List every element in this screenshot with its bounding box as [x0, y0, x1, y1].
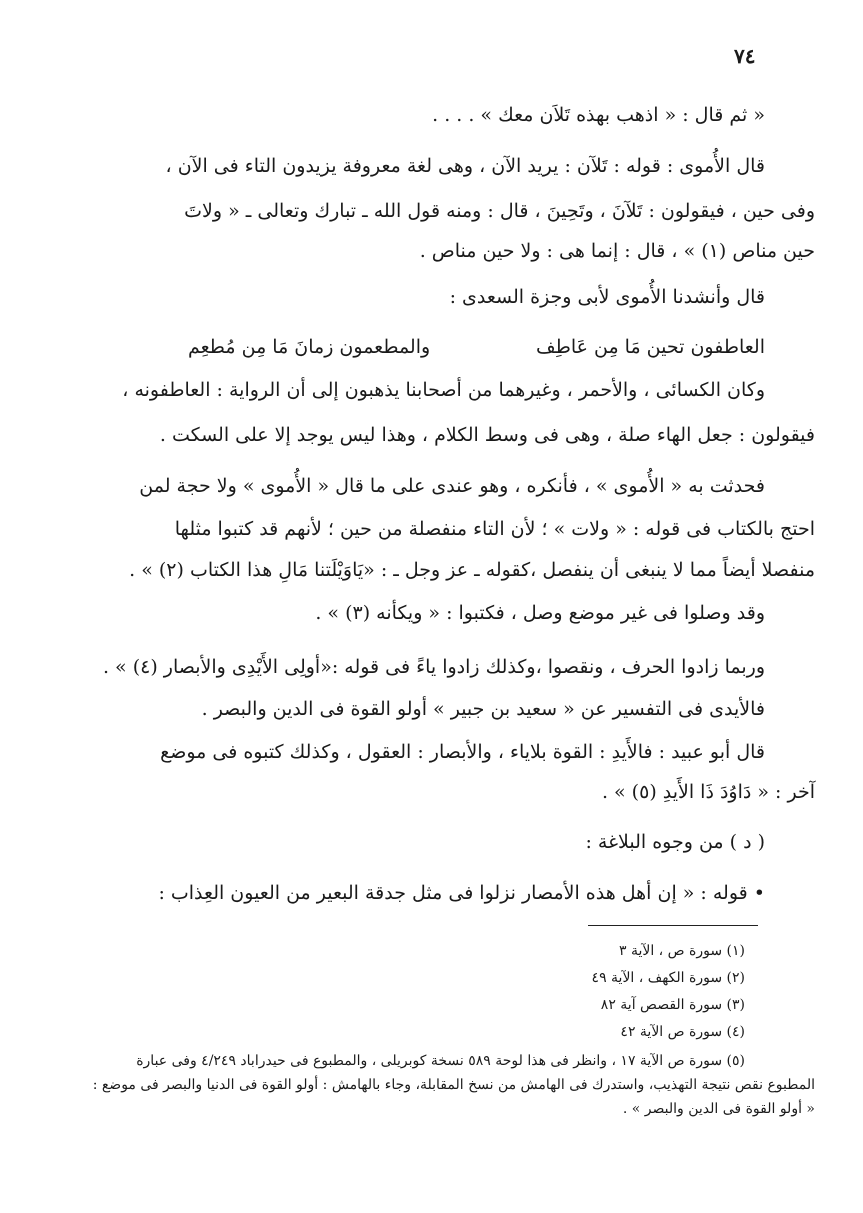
body-line-13: فالأيدى فى التفسير عن « سعيد بن جبير » أولو القوة فى الدين والبصر .	[201, 698, 765, 720]
page-number: ٧٤	[734, 44, 756, 68]
verse-hemistich-2: والمطعمون زمانَ مَا مِن مُطعِم	[188, 336, 431, 358]
body-line-4: حين مناص (١) » ، قال : إنما هى : ولا حين مناص .	[419, 240, 815, 262]
body-line-1: « ثم قال : « اذهب بهذه تَلاَن معك » . . . .	[432, 104, 765, 126]
section-heading: ( د ) من وجوه البلاغة :	[585, 831, 765, 853]
body-line-3: وفى حين ، فيقولون : تَلآنَ ، وتَحِينَ ، قال : ومنه قول الله ـ تبارك وتعالى ـ « ولاتَ	[184, 200, 815, 222]
body-line-5: قال وأنشدنا الأُموى لأبى وجزة السعدى :	[449, 286, 765, 308]
body-line-2: قال الأُموى : قوله : تَلآن : يريد الآن ، وهى لغة معروفة يزيدون التاء فى الآن ،	[165, 155, 765, 177]
footnote-1: (١) سورة ص ، الآية ٣	[618, 943, 745, 959]
footnote-2: (٢) سورة الكهف ، الآية ٤٩	[591, 970, 745, 986]
body-line-8: فحدثت به « الأُموى » ، فأنكره ، وهو عندى على ما قال « الأُموى » ولا حجة لمن	[139, 475, 765, 497]
footnote-5-continued-2: « أولو القوة فى الدين والبصر » .	[622, 1101, 815, 1117]
body-line-6: وكان الكسائى ، والأحمر ، وغيرهما من أصحابنا يذهبون إلى أن الرواية : العاطفونه ،	[122, 379, 765, 401]
body-line-14: قال أبو عبيد : فالأَيدِ : القوة بلاياء ، والأبصار : العقول ، وكذلك كتبوه فى موضع	[160, 741, 765, 763]
footnote-5-continued-1: المطبوع نقص نتيجة التهذيب، واستدرك فى الهامش من نسخ المقابلة، وجاء بالهامش : أولو القوة فى الدنيا والبصر فى موضع :	[92, 1077, 815, 1093]
footnote-4: (٤) سورة ص الآية ٤٢	[620, 1024, 745, 1040]
footnote-divider	[588, 925, 758, 926]
body-line-10: منفصلا أيضاً مما لا ينبغى أن ينفصل ،كقوله ـ عز وجل ـ : «يَاوَيْلَتنا مَالِ هذا الكتاب (٢) » .	[129, 559, 815, 581]
body-line-9: احتج بالكتاب فى قوله : « ولات » ؛ لأن التاء منفصلة من حين ؛ لأنهم قد كتبوا مثلها	[174, 518, 815, 540]
body-line-12: وربما زادوا الحرف ، ونقصوا ،وكذلك زادوا ياءً فى قوله :«أولِى الأَيْدِى والأبصار (٤) » .	[102, 656, 765, 678]
footnote-5: (٥) سورة ص الآية ١٧ ، وانظر فى هذا لوحة ٥٨٩ نسخة كوبريلى ، والمطبوع فى حيدراباد ٤/٢٤٩ وفى عبارة	[136, 1053, 745, 1069]
verse-hemistich-1: العاطفون تحين مَا مِن عَاطِف	[536, 336, 765, 358]
body-line-11: وقد وصلوا فى غير موضع وصل ، فكتبوا : « ويكأنه (٣) » .	[315, 602, 765, 624]
body-line-16: • قوله : « إن أهل هذه الأمصار نزلوا فى مثل جدقة البعير من العيون العِذاب :	[158, 882, 765, 904]
body-line-15: آخر : « دَاوُدَ ذَا الأَيدِ (٥) » .	[601, 781, 815, 803]
body-line-7: فيقولون : جعل الهاء صلة ، وهى فى وسط الكلام ، وهذا ليس يوجد إلا على السكت .	[159, 424, 815, 446]
footnote-3: (٣) سورة القصص آية ٨٢	[600, 997, 745, 1013]
